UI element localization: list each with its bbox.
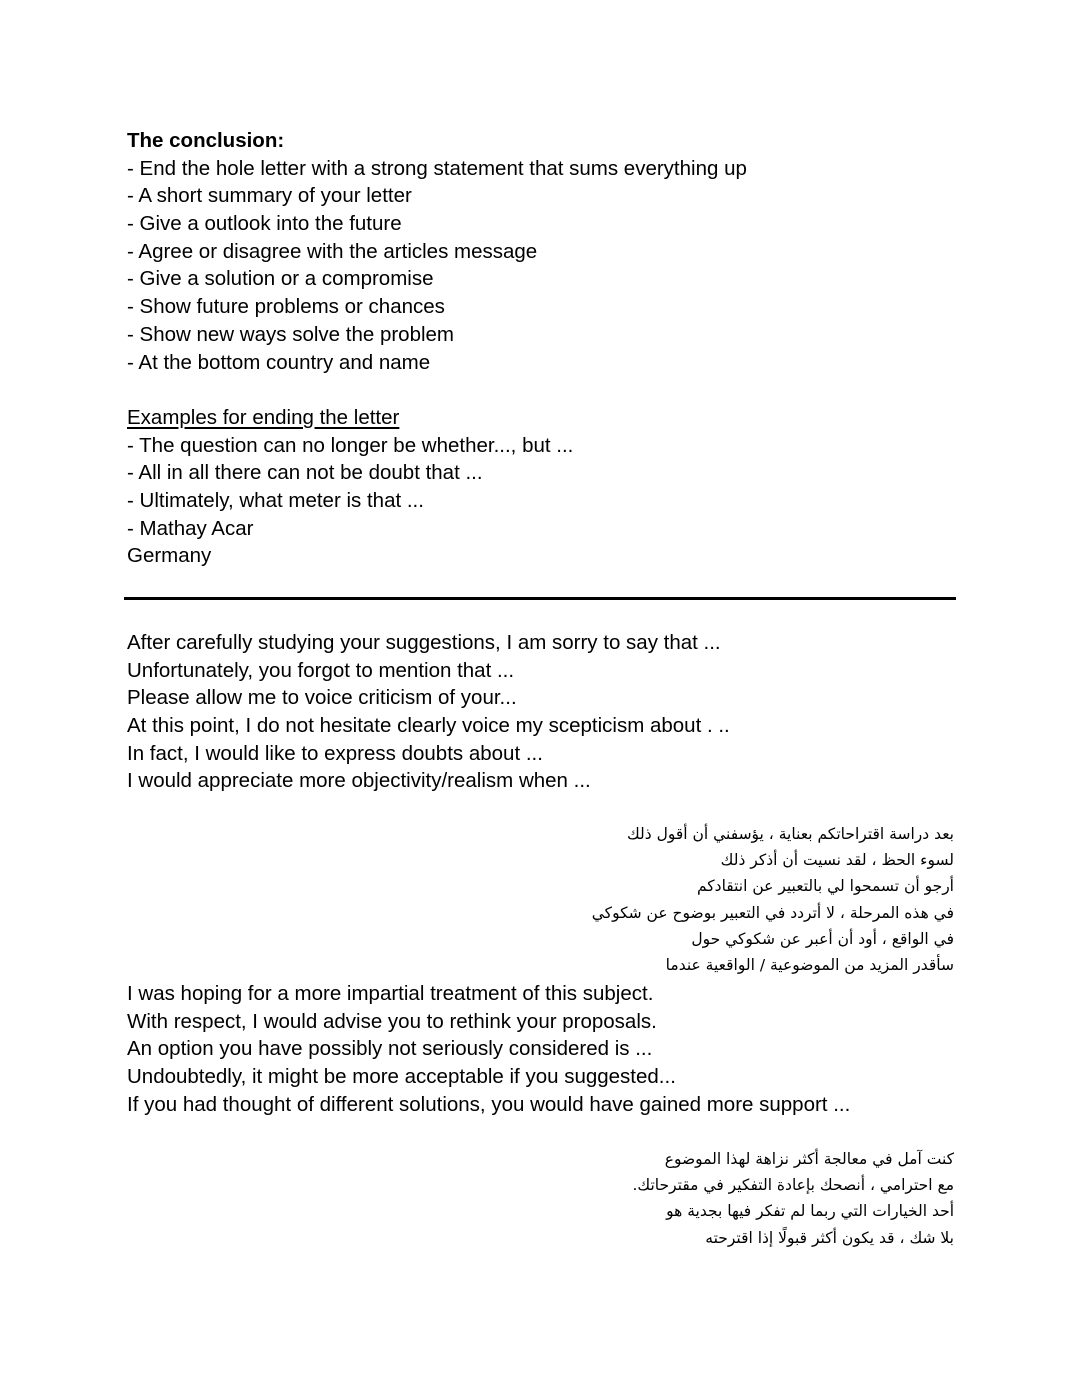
suggestions-arabic-section	[633, 1146, 955, 1251]
conclusion-section	[127, 127, 747, 376]
suggestions-english-section	[127, 980, 850, 1118]
conclusion-item: - End the hole letter with a strong statement that sums everything up	[127, 156, 747, 180]
horizontal-divider	[124, 597, 956, 600]
criticism-phrase-arabic: بعد دراسة اقتراحاتكم بعناية ، يؤسفني أن أقول ذلك	[626, 825, 954, 843]
suggestion-phrase-arabic: كنت آمل في معالجة أكثر نزاهة لهذا الموضوع	[664, 1150, 954, 1168]
conclusion-item: - Show new ways solve the problem	[127, 322, 455, 346]
conclusion-item: - Show future problems or chances	[127, 295, 445, 319]
conclusion-item: - Give a outlook into the future	[127, 212, 402, 236]
suggestion-phrase: I was hoping for a more impartial treatment of this subject.	[127, 982, 654, 1005]
example-item: - All in all there can not be doubt that ...	[127, 461, 483, 485]
criticism-phrase-arabic: لسوء الحظ ، لقد نسيت أن أذكر ذلك	[720, 851, 954, 870]
criticism-phrase: In fact, I would like to express doubts about ...	[127, 741, 543, 765]
suggestion-phrase-arabic: مع احترامي ، أنصحك بإعادة التفكير في مقترحاتك.	[632, 1176, 954, 1195]
examples-heading: Examples for ending the letter	[127, 406, 400, 429]
conclusion-item: - Give a solution or a compromise	[127, 267, 434, 291]
example-item: - The question can no longer be whether..., but ...	[127, 433, 574, 457]
criticism-phrase-arabic: سأقدر المزيد من الموضوعية / الواقعية عندما	[665, 955, 954, 974]
criticism-phrase: Unfortunately, you forgot to mention that ...	[127, 658, 515, 682]
criticism-english-section	[127, 629, 730, 795]
criticism-phrase: At this point, I do not hesitate clearly voice my scepticism about . ..	[127, 714, 730, 738]
criticism-phrase: I would appreciate more objectivity/realism when ...	[127, 769, 591, 793]
criticism-arabic-section	[592, 821, 954, 978]
suggestion-phrase: With respect, I would advise you to rethink your proposals.	[127, 1009, 657, 1033]
criticism-phrase: Please allow me to voice criticism of your...	[127, 686, 517, 710]
signature-name: - Mathay Acar	[127, 516, 254, 540]
criticism-phrase: After carefully studying your suggestions, I am sorry to say that ...	[127, 631, 721, 654]
example-item: - Ultimately, what meter is that ...	[127, 489, 424, 513]
criticism-phrase-arabic: في الواقع ، أود أن أعبر عن شكوكي حول	[691, 929, 954, 948]
suggestion-phrase: An option you have possibly not seriously considered is ...	[127, 1037, 653, 1061]
conclusion-item: - A short summary of your letter	[127, 184, 412, 208]
conclusion-item: - At the bottom country and name	[127, 350, 431, 374]
suggestion-phrase: Undoubtedly, it might be more acceptable if you suggested...	[127, 1065, 676, 1089]
signature-country: Germany	[127, 544, 212, 568]
suggestion-phrase-arabic: أحد الخيارات التي ربما لم تفكر فيها بجدية هو	[666, 1202, 954, 1221]
suggestion-phrase-arabic: بلا شك ، قد يكون أكثر قبولًا إذا اقترحته	[705, 1228, 954, 1247]
criticism-phrase-arabic: أرجو أن تسمحوا لي بالتعبير عن انتقادكم	[696, 877, 954, 896]
conclusion-item: - Agree or disagree with the articles message	[127, 239, 538, 263]
criticism-phrase-arabic: في هذه المرحلة ، لا أتردد في التعبير بوضوح عن شكوكي	[591, 903, 954, 922]
examples-section	[127, 404, 573, 570]
conclusion-heading: The conclusion:	[127, 129, 285, 152]
suggestion-phrase: If you had thought of different solutions, you would have gained more support ...	[127, 1092, 851, 1116]
